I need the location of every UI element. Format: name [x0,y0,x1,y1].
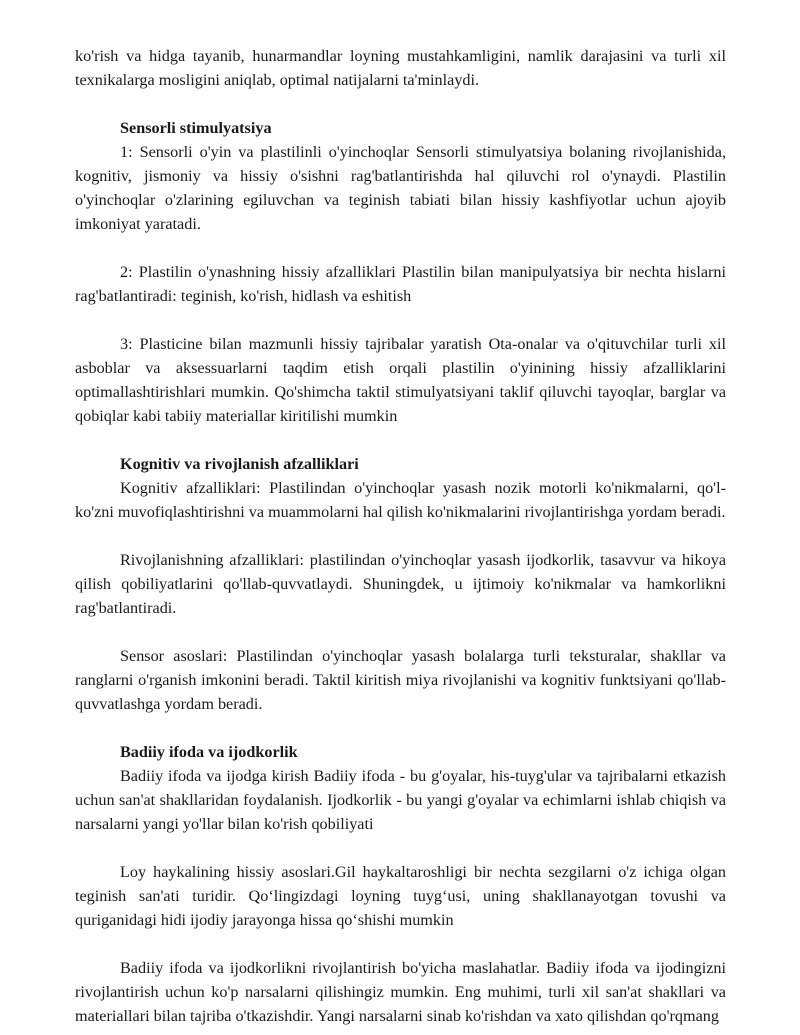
paragraph-cognitive-3: Sensor asoslari: Plastilindan o'yinchoqlar yasash bolalarga turli teksturalar, shakllar va ranglarni o'rganish imkonini beradi. Taktil kiritish miya rivojlanishi va kognitiv funktsiyani qo'llab-quvvatlashga yordam beradi. [75,647,726,713]
paragraph-cognitive-2: Rivojlanishning afzalliklari: plastilindan o'yinchoqlar yasash ijodkorlik, tasavvur va hikoya qilish qobiliyatlarini qo'llab-quvvatlaydi. Shuningdek, u ijtimoiy ko'nikmalar va hamkorlikni rag'batlantiradi. [75,551,726,617]
paragraph-artistic-1: Badiiy ifoda va ijodga kirish Badiiy ifoda - bu g'oyalar, his-tuyg'ular va tajribalarni etkazish uchun san'at shakllaridan foydalanish. Ijodkorlik - bu yangi g'oyalar va echimlarni ishlab chiqish va narsalarni yangi yo'llar bilan ko'rish qobiliyati [75,767,726,833]
paragraph-sensory-2: 2: Plastilin o'ynashning hissiy afzalliklari Plastilin bilan manipulyatsiya bir nechta hislarni rag'batlantiradi: teginish, ko'rish, hidlash va eshitish [75,263,726,305]
heading-sensory-stimulation: Sensorli stimulyatsiya [120,119,272,137]
heading-cognitive-benefits: Kognitiv va rivojlanish afzalliklari [120,455,359,473]
paragraph-artistic-2: Loy haykalining hissiy asoslari.Gil haykaltaroshligi bir nechta sezgilarni o'z ichiga olgan teginish san'ati turidir. Qo‘lingizdagi loyning tuyg‘usi, uning shakllanayotgan tovushi va quriganidagi hidi ijodiy jarayonga hissa qo‘shishi mumkin [75,863,726,929]
document-page [75,44,726,1028]
paragraph-sensory-1: 1: Sensorli o'yin va plastilinli o'yinchoqlar Sensorli stimulyatsiya bolaning rivojlanishida, kognitiv, jismoniy va hissiy o'sishni rag'batlantirishda hal qiluvchi rol o'ynaydi. Plastilin o'yinchoqlar o'zlarining egiluvchan va teginish tabiati bilan hissiy kashfiyotlar uchun ajoyib imkoniyat yaratadi. [75,143,726,233]
paragraph-sensory-3: 3: Plasticine bilan mazmunli hissiy tajribalar yaratish Ota-onalar va o'qituvchilar turli xil asboblar va aksessuarlarni taqdim etish orqali plastilin o'yinining hissiy afzalliklarini optimallashtirishlari mumkin. Qo'shimcha taktil stimulyatsiyani taklif qiluvchi tayoqlar, barglar va qobiqlar kabi tabiiy materiallar kiritilishi mumkin [75,335,726,425]
heading-artistic-expression: Badiiy ifoda va ijodkorlik [120,743,298,761]
paragraph-artistic-3: Badiiy ifoda va ijodkorlikni rivojlantirish bo'yicha maslahatlar. Badiiy ifoda va ijodingizni rivojlantirish uchun ko'p narsalarni qilishingiz mumkin. Eng muhimi, turli xil san'at shakllari va materiallari bilan tajriba o'tkazishdir. Yangi narsalarni sinab ko'rishdan va xato qilishdan qo'rqmang [75,959,726,1025]
paragraph-intro-continuation: ko'rish va hidga tayanib, hunarmandlar loyning mustahkamligini, namlik darajasini va turli xil texnikalarga mosligini aniqlab, optimal natijalarni ta'minlaydi. [75,47,726,89]
paragraph-cognitive-1: Kognitiv afzalliklari: Plastilindan o'yinchoqlar yasash nozik motorli ko'nikmalarni, qo'l-ko'zni muvofiqlashtirishni va muammolarni hal qilish ko'nikmalarini rivojlantirishga yordam beradi. [75,479,726,521]
